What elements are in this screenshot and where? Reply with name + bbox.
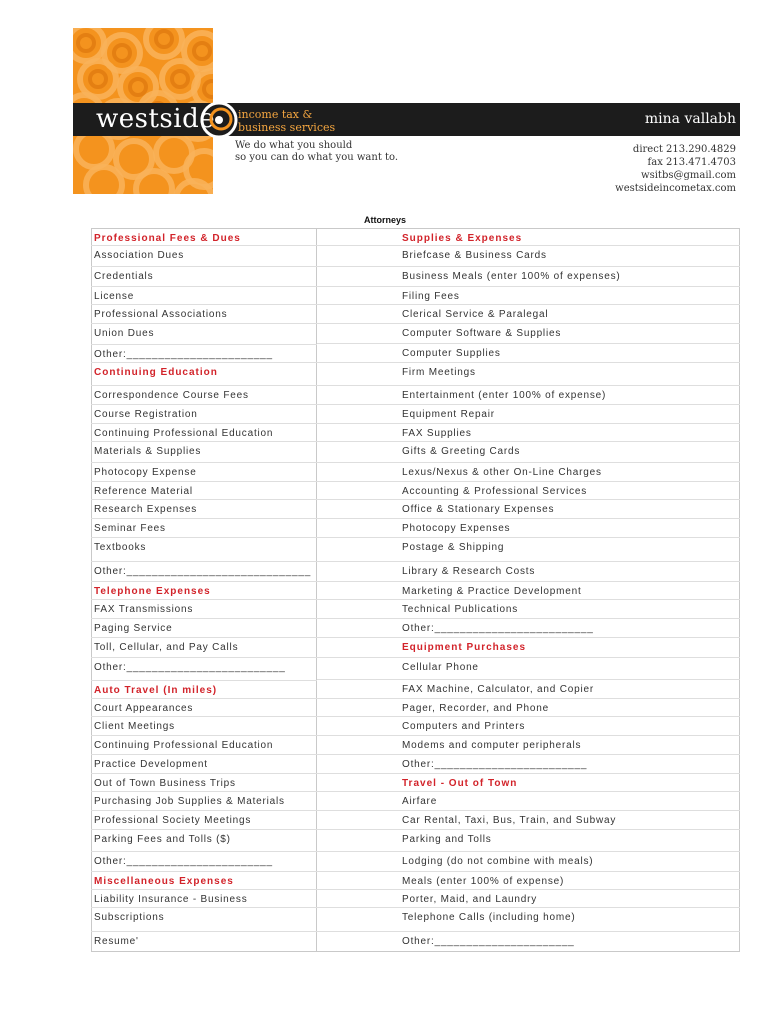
right-expense-item: Briefcase & Business Cards (402, 250, 547, 261)
left-expense-item: Other:_______________________ (94, 856, 273, 867)
row-divider (317, 773, 740, 774)
row-divider (91, 871, 317, 872)
left-expense-item: Other:_____________________________ (94, 566, 312, 577)
left-expense-item: Professional Society Meetings (94, 815, 252, 826)
row-divider (317, 735, 740, 736)
row-divider (91, 385, 317, 386)
left-expense-item: Association Dues (94, 250, 185, 261)
row-divider (317, 304, 740, 305)
row-divider (317, 754, 740, 755)
row-divider (91, 754, 317, 755)
swirl-logo-icon (198, 99, 240, 141)
row-divider (317, 561, 740, 562)
row-divider (91, 698, 317, 699)
row-divider (91, 829, 317, 830)
row-divider (91, 791, 317, 792)
row-divider (91, 810, 317, 811)
row-divider (317, 481, 740, 482)
left-expense-item: Research Expenses (94, 504, 198, 515)
row-divider (91, 716, 317, 717)
swirl-pattern-icon (88, 69, 108, 89)
right-section-heading: Travel - Out of Town (402, 778, 518, 789)
right-section-heading: Supplies & Expenses (402, 233, 523, 244)
right-expense-item: Pager, Recorder, and Phone (402, 703, 550, 714)
row-divider (317, 537, 740, 538)
row-divider (91, 537, 317, 538)
row-divider (91, 499, 317, 500)
column-divider (316, 228, 317, 952)
document-title: Attorneys (363, 215, 406, 225)
row-divider (91, 680, 317, 681)
row-divider (91, 637, 317, 638)
right-expense-item: Filing Fees (402, 291, 460, 302)
row-divider (317, 423, 740, 424)
right-expense-item: Technical Publications (402, 604, 518, 615)
right-expense-item: Lexus/Nexus & other On-Line Charges (402, 467, 602, 478)
row-divider (317, 810, 740, 811)
row-divider (317, 679, 740, 680)
left-section-heading: Auto Travel (In miles) (94, 685, 218, 696)
row-divider (91, 344, 317, 345)
row-divider (91, 618, 317, 619)
right-expense-item: Computer Software & Supplies (402, 328, 562, 339)
right-expense-item: Equipment Repair (402, 409, 495, 420)
service-line-1: income tax & (238, 108, 313, 121)
row-divider (317, 266, 740, 267)
row-divider (91, 561, 317, 562)
left-expense-item: Continuing Professional Education (94, 740, 274, 751)
row-divider (317, 462, 740, 463)
row-divider (91, 889, 317, 890)
right-expense-item: Postage & Shipping (402, 542, 505, 553)
tagline-1: We do what you should (235, 140, 353, 151)
row-divider (317, 716, 740, 717)
row-divider (317, 851, 740, 852)
left-expense-item: Purchasing Job Supplies & Materials (94, 796, 285, 807)
row-divider (317, 343, 740, 344)
left-expense-item: Union Dues (94, 328, 155, 339)
row-divider (91, 286, 317, 287)
row-divider (91, 441, 317, 442)
row-divider (317, 931, 740, 932)
row-divider (317, 618, 740, 619)
row-divider (317, 791, 740, 792)
left-expense-item: Subscriptions (94, 912, 165, 923)
right-expense-item: Entertainment (enter 100% of expense) (402, 390, 607, 401)
left-expense-item: Continuing Professional Education (94, 428, 274, 439)
row-divider (317, 362, 740, 363)
row-divider (91, 581, 317, 582)
left-expense-item: Toll, Cellular, and Pay Calls (94, 642, 239, 653)
swirl-pattern-icon (154, 29, 174, 49)
right-expense-item: Firm Meetings (402, 367, 476, 378)
row-divider (317, 657, 740, 658)
row-divider (91, 599, 317, 600)
left-expense-item: Materials & Supplies (94, 446, 202, 457)
right-expense-item: Modems and computer peripherals (402, 740, 582, 751)
right-expense-item: Telephone Calls (including home) (402, 912, 576, 923)
contact-name: mina vallabh (644, 111, 736, 127)
right-expense-item: FAX Supplies (402, 428, 472, 439)
row-divider (317, 581, 740, 582)
row-divider (317, 245, 740, 246)
row-divider (91, 907, 317, 908)
right-expense-item: Cellular Phone (402, 662, 479, 673)
right-expense-item: Parking and Tolls (402, 834, 492, 845)
left-section-heading: Continuing Education (94, 367, 218, 378)
right-expense-item: Other:______________________ (402, 936, 575, 947)
right-expense-item: Computers and Printers (402, 721, 526, 732)
row-divider (91, 266, 317, 267)
left-expense-item: Liability Insurance - Business (94, 894, 248, 905)
left-section-heading: Miscellaneous Expenses (94, 876, 234, 887)
contact-email: wsitbs@gmail.com (641, 170, 736, 181)
right-expense-item: Office & Stationary Expenses (402, 504, 555, 515)
right-expense-item: Lodging (do not combine with meals) (402, 856, 594, 867)
left-section-heading: Professional Fees & Dues (94, 233, 241, 244)
row-divider (317, 286, 740, 287)
tagline-2: so you can do what you want to. (235, 152, 399, 163)
contact-fax: fax 213.471.4703 (647, 157, 736, 168)
row-divider (91, 323, 317, 324)
row-divider (317, 499, 740, 500)
left-expense-item: Paging Service (94, 623, 173, 634)
left-expense-item: Credentials (94, 271, 154, 282)
left-expense-item: Other:_________________________ (94, 662, 286, 673)
left-expense-item: Course Registration (94, 409, 198, 420)
left-expense-item: Practice Development (94, 759, 208, 770)
left-expense-item: Client Meetings (94, 721, 175, 732)
left-expense-item: Other:_______________________ (94, 349, 273, 360)
right-expense-item: Marketing & Practice Development (402, 586, 582, 597)
swirl-pattern-icon (112, 43, 132, 63)
right-expense-item: FAX Machine, Calculator, and Copier (402, 684, 594, 695)
row-divider (317, 889, 740, 890)
row-divider (317, 599, 740, 600)
row-divider (317, 829, 740, 830)
right-expense-item: Business Meals (enter 100% of expenses) (402, 271, 621, 282)
row-divider (317, 871, 740, 872)
row-divider (91, 362, 317, 363)
row-divider (91, 462, 317, 463)
left-expense-item: Correspondence Course Fees (94, 390, 249, 401)
right-expense-item: Accounting & Professional Services (402, 486, 588, 497)
row-divider (317, 907, 740, 908)
right-expense-item: Other:_________________________ (402, 623, 594, 634)
service-line-2: business services (238, 121, 336, 134)
row-divider (91, 735, 317, 736)
left-expense-item: Textbooks (94, 542, 147, 553)
right-expense-item: Car Rental, Taxi, Bus, Train, and Subway (402, 815, 617, 826)
row-divider (91, 245, 317, 246)
left-expense-item: Reference Material (94, 486, 193, 497)
swirl-pattern-icon (170, 69, 190, 89)
left-expense-item: Parking Fees and Tolls ($) (94, 834, 231, 845)
left-section-heading: Telephone Expenses (94, 586, 211, 597)
right-expense-item: Computer Supplies (402, 348, 501, 359)
left-expense-item: Professional Associations (94, 309, 228, 320)
right-expense-item: Library & Research Costs (402, 566, 536, 577)
left-expense-item: Seminar Fees (94, 523, 166, 534)
row-divider (91, 657, 317, 658)
contact-direct: direct 213.290.4829 (632, 144, 736, 155)
right-expense-item: Airfare (402, 796, 438, 807)
left-expense-item: FAX Transmissions (94, 604, 194, 615)
left-expense-item: Photocopy Expense (94, 467, 197, 478)
right-section-heading: Equipment Purchases (402, 642, 527, 653)
row-divider (317, 698, 740, 699)
left-expense-item: Court Appearances (94, 703, 194, 714)
row-divider (91, 518, 317, 519)
right-expense-item: Porter, Maid, and Laundry (402, 894, 538, 905)
row-divider (91, 851, 317, 852)
row-divider (91, 304, 317, 305)
right-expense-item: Photocopy Expenses (402, 523, 511, 534)
right-expense-item: Gifts & Greeting Cards (402, 446, 521, 457)
row-divider (317, 518, 740, 519)
brand-name: westside (96, 104, 216, 134)
contact-website: westsideincometax.com (615, 183, 736, 194)
left-expense-item: Out of Town Business Trips (94, 778, 236, 789)
row-divider (317, 385, 740, 386)
swirl-pattern-icon (76, 33, 96, 53)
row-divider (317, 323, 740, 324)
row-divider (317, 637, 740, 638)
right-expense-item: Other:________________________ (402, 759, 588, 770)
row-divider (91, 481, 317, 482)
swirl-pattern-icon (192, 41, 212, 61)
row-divider (91, 423, 317, 424)
right-expense-item: Clerical Service & Paralegal (402, 309, 549, 320)
right-expense-item: Meals (enter 100% of expense) (402, 876, 565, 887)
left-expense-item: Resume' (94, 936, 139, 947)
left-expense-item: License (94, 291, 135, 302)
row-divider (317, 441, 740, 442)
row-divider (91, 404, 317, 405)
row-divider (91, 773, 317, 774)
row-divider (91, 931, 317, 932)
row-divider (317, 404, 740, 405)
